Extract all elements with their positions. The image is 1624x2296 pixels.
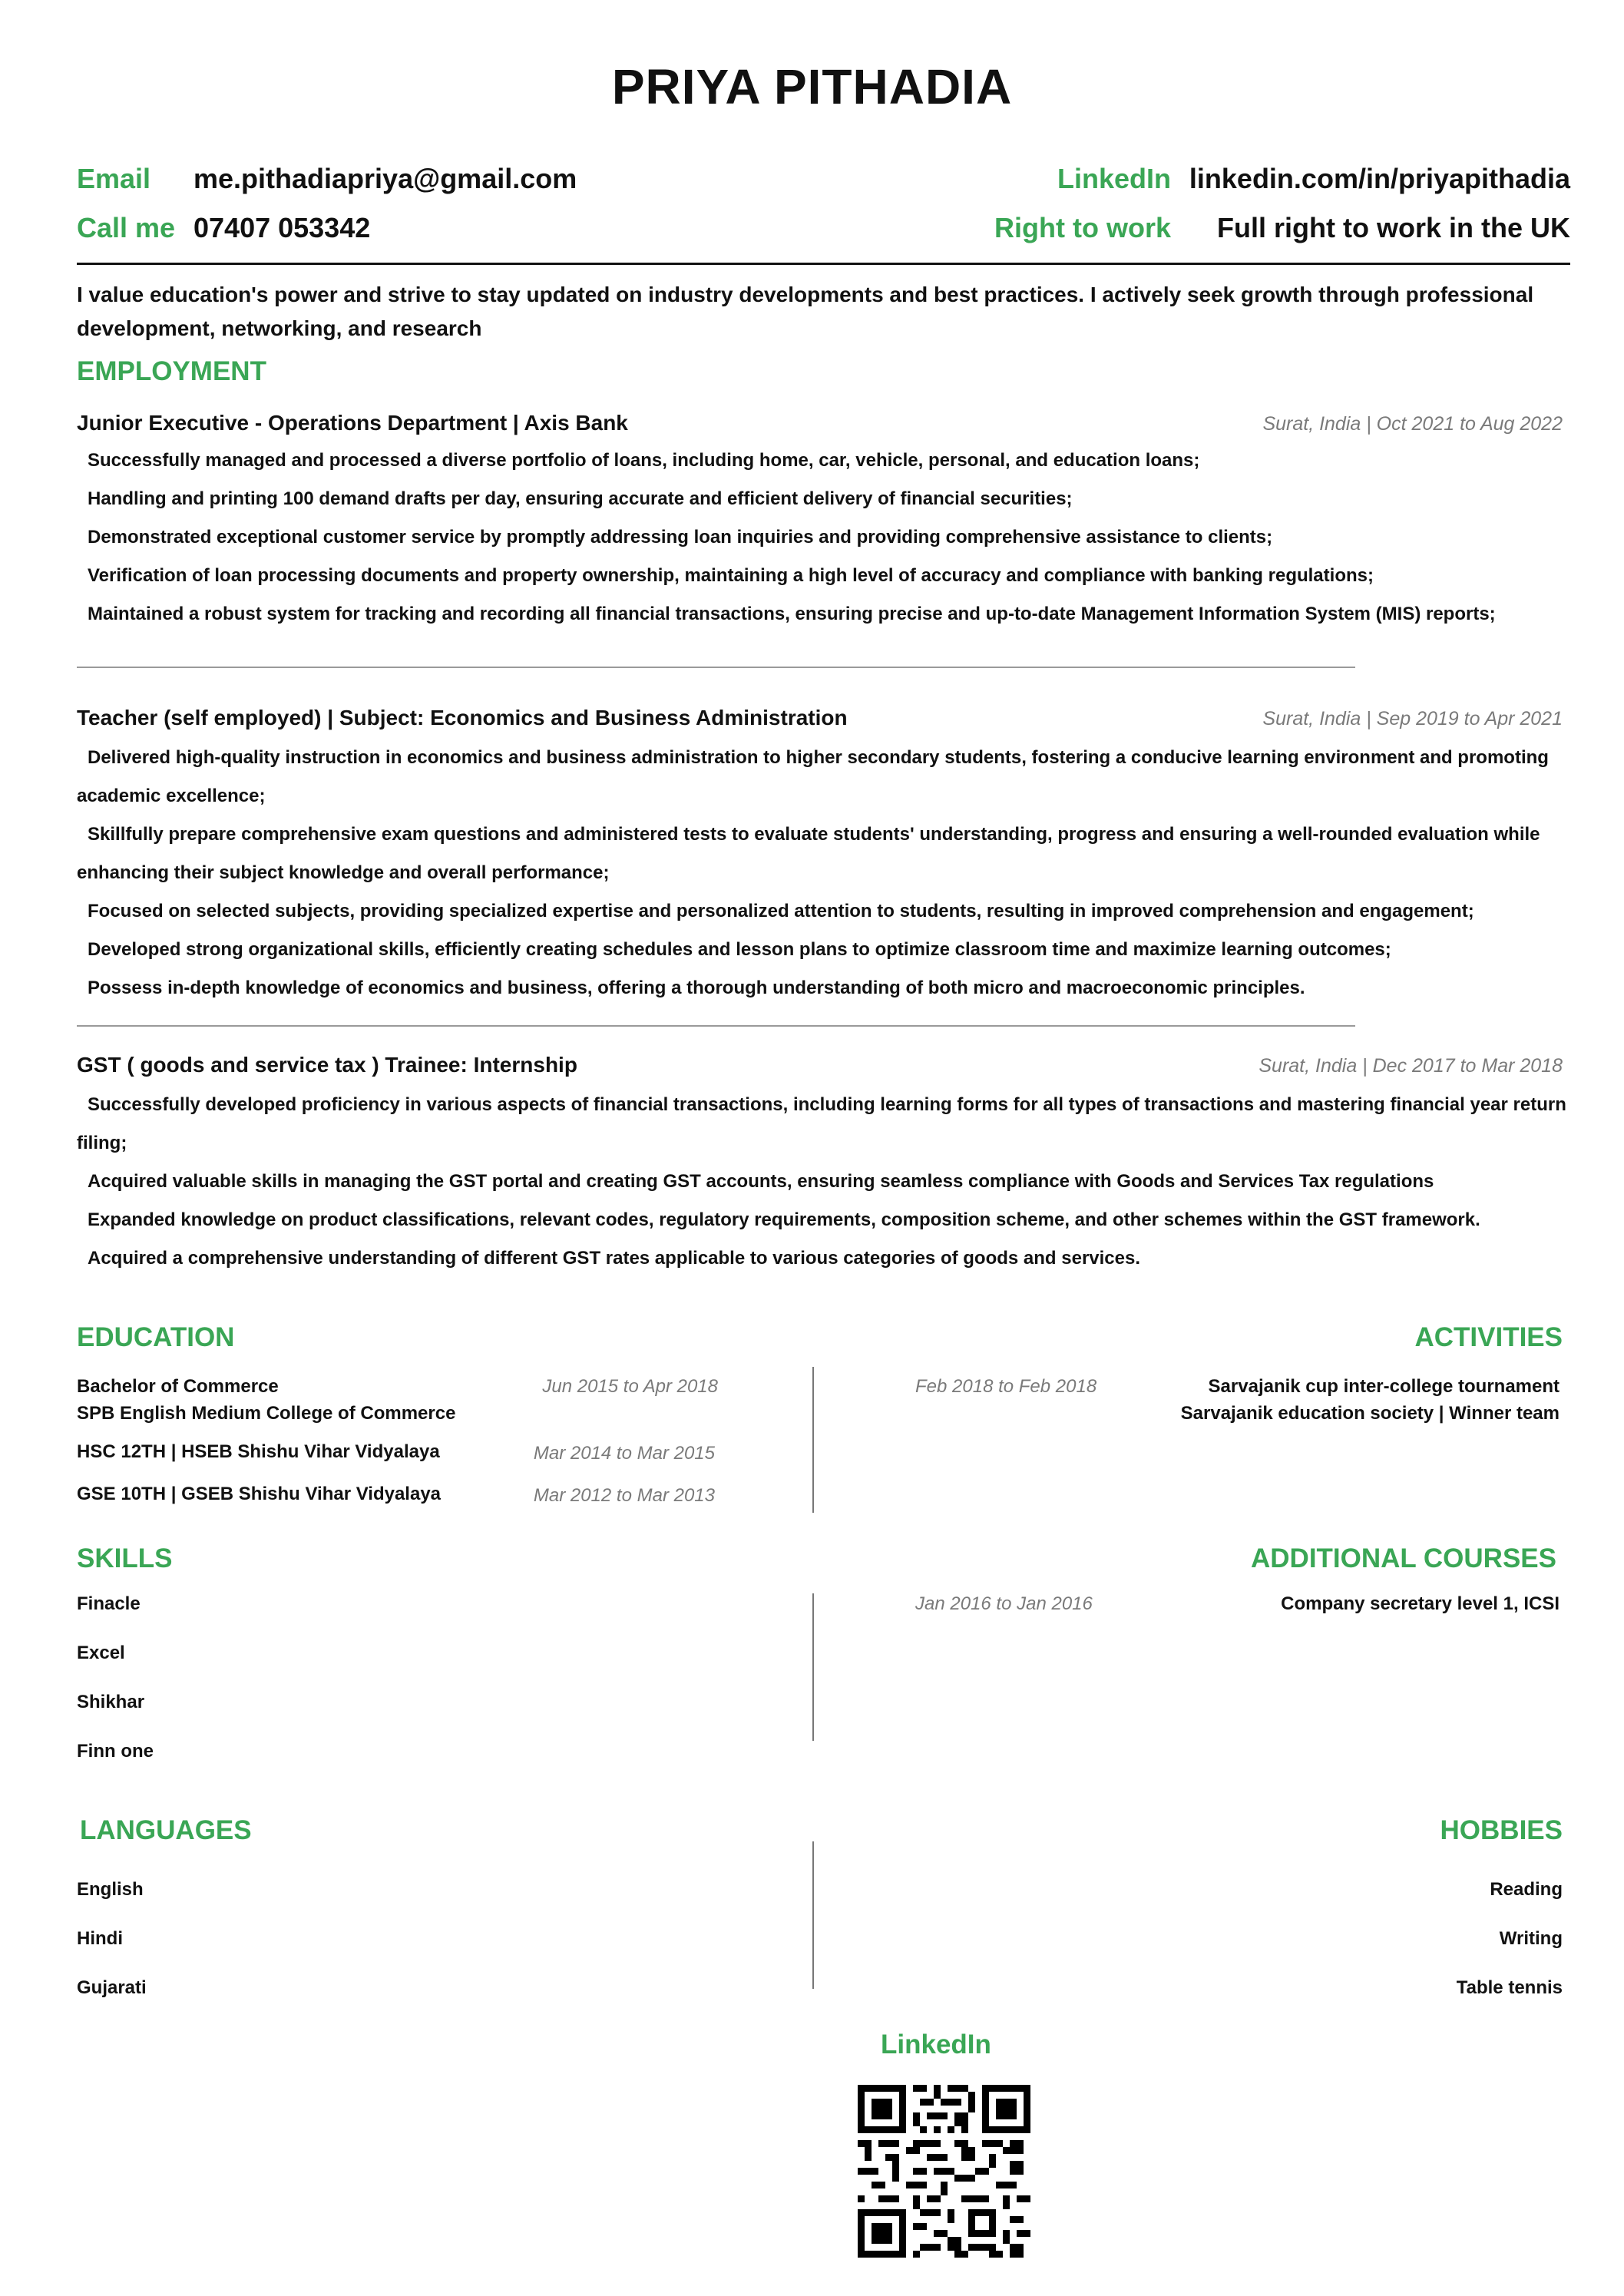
- column-divider: [812, 1367, 814, 1513]
- linkedin-qr-code[interactable]: [858, 2085, 1030, 2258]
- job-bullet: Delivered high-quality instruction in economics and business administration to higher secondary students, fostering a conducive learning environment and promoting academic excellence;: [77, 747, 1549, 806]
- header-divider: [77, 263, 1570, 265]
- education-heading: EDUCATION: [77, 1322, 235, 1352]
- job-meta: Surat, India | Dec 2017 to Mar 2018: [1259, 1055, 1563, 1077]
- education-date: Mar 2014 to Mar 2015: [533, 1443, 715, 1464]
- course-date: Jan 2016 to Jan 2016: [915, 1593, 1093, 1614]
- job-divider: [77, 1025, 1355, 1027]
- skill-item: Excel: [77, 1643, 125, 1663]
- column-divider: [812, 1841, 814, 1989]
- job-bullet: Expanded knowledge on product classifications, relevant codes, regulatory requirements, composition scheme, and other schemes within the GST framework.: [88, 1209, 1480, 1230]
- job-bullet: Handling and printing 100 demand drafts per day, ensuring accurate and efficient delivery of financial securities;: [88, 488, 1073, 509]
- phone-label: Call me: [77, 212, 176, 243]
- hobbies-heading: HOBBIES: [1440, 1815, 1563, 1845]
- skills-heading: SKILLS: [77, 1543, 173, 1573]
- job-bullet: Focused on selected subjects, providing specialized expertise and personalized attention to students, resulting in improved comprehension and engagement;: [88, 901, 1474, 921]
- job-bullet: Possess in-depth knowledge of economics and business, offering a thorough understanding of both micro and macroeconomic principles.: [88, 978, 1305, 998]
- languages-heading: LANGUAGES: [80, 1815, 252, 1845]
- candidate-name: PRIYA PITHADIA: [611, 59, 1013, 114]
- skill-item: Finn one: [77, 1741, 154, 1762]
- qr-label: LinkedIn: [881, 2030, 991, 2059]
- job-bullet: Acquired valuable skills in managing the GST portal and creating GST accounts, ensuring seamless compliance with Goods and Services Tax regulations: [88, 1171, 1434, 1192]
- job-title: Teacher (self employed) | Subject: Economics and Business Administration: [77, 706, 848, 729]
- job-bullet: Verification of loan processing documents and property ownership, maintaining a high level of accuracy and compliance with banking regulations;: [88, 565, 1374, 586]
- job-bullet: Skillfully prepare comprehensive exam questions and administered tests to evaluate students' understanding, progress and ensuring a well-rounded evaluation while enhancing their subject knowledge and overall performance;: [77, 824, 1540, 883]
- language-item: English: [77, 1879, 144, 1900]
- job-title: Junior Executive - Operations Department | Axis Bank: [77, 411, 628, 435]
- hobby-item: Table tennis: [1456, 1977, 1563, 1998]
- activity-title: Sarvajanik cup inter-college tournament: [1208, 1376, 1560, 1397]
- skill-item: Shikhar: [77, 1692, 145, 1712]
- linkedin-value[interactable]: linkedin.com/in/priyapithadia: [1189, 163, 1570, 194]
- job-title: GST ( goods and service tax ) Trainee: Internship: [77, 1053, 577, 1077]
- course-name: Company secretary level 1, ICSI: [1281, 1593, 1560, 1614]
- column-divider: [812, 1593, 814, 1741]
- education-degree: GSE 10TH | GSEB Shishu Vihar Vidyalaya: [77, 1484, 442, 1504]
- summary-text: I value education's power and strive to stay updated on industry developments and best practices. I actively seek growth through professional development, networking, and research: [77, 283, 1534, 340]
- job-bullet: Developed strong organizational skills, efficiently creating schedules and lesson plans to optimize classroom time and maximize learning outcomes;: [88, 939, 1391, 960]
- education-date: Jun 2015 to Apr 2018: [542, 1376, 718, 1397]
- activity-date: Feb 2018 to Feb 2018: [915, 1376, 1097, 1397]
- job-bullet: Maintained a robust system for tracking and recording all financial transactions, ensuring precise and up-to-date Management Information System (MIS) reports;: [88, 604, 1496, 624]
- language-item: Gujarati: [77, 1977, 147, 1998]
- phone-value[interactable]: 07407 053342: [193, 212, 371, 243]
- hobby-item: Reading: [1490, 1879, 1563, 1900]
- job-bullet: Successfully developed proficiency in various aspects of financial transactions, including learning forms for all types of transactions and mastering financial year return filing;: [77, 1094, 1566, 1153]
- job-bullet: Successfully managed and processed a diverse portfolio of loans, including home, car, vehicle, personal, and education loans;: [88, 450, 1200, 471]
- education-degree: HSC 12TH | HSEB Shishu Vihar Vidyalaya: [77, 1441, 440, 1462]
- email-label: Email: [77, 163, 151, 194]
- job-bullet: Acquired a comprehensive understanding of different GST rates applicable to various categories of goods and services.: [88, 1248, 1141, 1269]
- education-date: Mar 2012 to Mar 2013: [533, 1485, 715, 1506]
- education-degree: Bachelor of Commerce: [77, 1376, 279, 1397]
- language-item: Hindi: [77, 1928, 123, 1949]
- education-institution: SPB English Medium College of Commerce: [77, 1403, 456, 1424]
- job-bullet: Demonstrated exceptional customer service by promptly addressing loan inquiries and providing comprehensive assistance to clients;: [88, 527, 1273, 548]
- job-meta: Surat, India | Sep 2019 to Apr 2021: [1262, 708, 1563, 729]
- courses-heading: ADDITIONAL COURSES: [1251, 1543, 1556, 1573]
- activities-heading: ACTIVITIES: [1414, 1322, 1563, 1352]
- right-to-work-value: Full right to work in the UK: [1217, 212, 1570, 243]
- linkedin-label: LinkedIn: [1057, 163, 1171, 194]
- job-divider: [77, 667, 1355, 668]
- email-value[interactable]: me.pithadiapriya@gmail.com: [193, 163, 577, 194]
- job-meta: Surat, India | Oct 2021 to Aug 2022: [1262, 413, 1563, 435]
- hobby-item: Writing: [1499, 1928, 1563, 1949]
- activity-organizer: Sarvajanik education society | Winner team: [1180, 1403, 1560, 1424]
- employment-heading: EMPLOYMENT: [77, 356, 266, 386]
- skill-item: Finacle: [77, 1593, 141, 1614]
- right-to-work-label: Right to work: [994, 212, 1171, 243]
